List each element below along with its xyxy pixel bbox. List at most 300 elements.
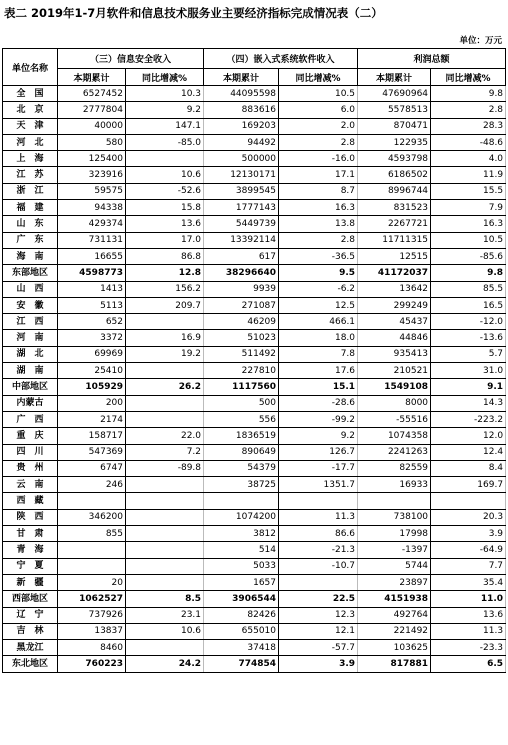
yoy-change-cell: 6.0 bbox=[279, 102, 358, 118]
table-row bbox=[3, 640, 506, 656]
cumulative-value-cell: 4593798 bbox=[358, 151, 431, 167]
yoy-change-cell: 466.1 bbox=[279, 314, 358, 330]
table-row bbox=[3, 346, 506, 362]
region-name-cell: 海 南 bbox=[3, 248, 58, 264]
yoy-change-cell bbox=[126, 411, 204, 427]
cumulative-value-cell: 122935 bbox=[358, 134, 431, 150]
yoy-change-cell: 11.9 bbox=[431, 167, 506, 183]
region-name-cell: 河 南 bbox=[3, 330, 58, 346]
cumulative-value-cell: 5449739 bbox=[204, 216, 279, 232]
table-row bbox=[3, 395, 506, 411]
cumulative-value-cell: 1413 bbox=[58, 281, 126, 297]
cumulative-value-cell: 346200 bbox=[58, 509, 126, 525]
yoy-change-cell: 12.3 bbox=[279, 607, 358, 623]
cumulative-value-cell: 40000 bbox=[58, 118, 126, 134]
table-row bbox=[3, 363, 506, 379]
cumulative-value-cell: 46209 bbox=[204, 314, 279, 330]
region-name-cell: 浙 江 bbox=[3, 183, 58, 199]
table-row bbox=[3, 86, 506, 102]
yoy-change-cell: 7.7 bbox=[431, 558, 506, 574]
table-row bbox=[3, 428, 506, 444]
yoy-change-cell: 147.1 bbox=[126, 118, 204, 134]
cumulative-value-cell: 20 bbox=[58, 574, 126, 590]
yoy-change-cell bbox=[126, 151, 204, 167]
yoy-change-cell: 11.3 bbox=[431, 623, 506, 639]
yoy-change-cell: 9.1 bbox=[431, 379, 506, 395]
yoy-change-cell: 22.0 bbox=[126, 428, 204, 444]
cumulative-value-cell: 514 bbox=[204, 542, 279, 558]
region-name-cell: 江 苏 bbox=[3, 167, 58, 183]
yoy-change-cell: -48.6 bbox=[431, 134, 506, 150]
yoy-change-cell bbox=[279, 493, 358, 509]
yoy-change-cell: 8.7 bbox=[279, 183, 358, 199]
table-row bbox=[3, 118, 506, 134]
table-row-subtotal bbox=[3, 591, 506, 607]
cumulative-value-cell: 1657 bbox=[204, 574, 279, 590]
cumulative-value-cell: 935413 bbox=[358, 346, 431, 362]
yoy-change-cell: -28.6 bbox=[279, 395, 358, 411]
yoy-change-cell: 4.0 bbox=[431, 151, 506, 167]
yoy-change-cell: 31.0 bbox=[431, 363, 506, 379]
data-table bbox=[2, 48, 506, 673]
region-name-cell: 中部地区 bbox=[3, 379, 58, 395]
group-header-embedded: （四）嵌入式系统软件收入 bbox=[204, 49, 358, 69]
cumulative-value-cell: 158717 bbox=[58, 428, 126, 444]
cumulative-value-cell: 2777804 bbox=[58, 102, 126, 118]
sub-header: 本期累计 bbox=[358, 69, 431, 86]
yoy-change-cell: 7.9 bbox=[431, 200, 506, 216]
table-title: 表二 2019年1-7月软件和信息技术服务业主要经济指标完成情况表（二） bbox=[4, 6, 383, 20]
cumulative-value-cell: 655010 bbox=[204, 623, 279, 639]
sub-header: 同比增减% bbox=[126, 69, 204, 86]
cumulative-value-cell: 44095598 bbox=[204, 86, 279, 102]
yoy-change-cell: 9.5 bbox=[279, 265, 358, 281]
cumulative-value-cell: 3812 bbox=[204, 526, 279, 542]
yoy-change-cell: 10.5 bbox=[279, 86, 358, 102]
yoy-change-cell: -85.6 bbox=[431, 248, 506, 264]
region-name-cell: 黑龙江 bbox=[3, 640, 58, 656]
yoy-change-cell: 9.2 bbox=[279, 428, 358, 444]
yoy-change-cell: 19.2 bbox=[126, 346, 204, 362]
cumulative-value-cell: 6747 bbox=[58, 460, 126, 476]
cumulative-value-cell: 12515 bbox=[358, 248, 431, 264]
table-row-subtotal bbox=[3, 265, 506, 281]
cumulative-value-cell: 94338 bbox=[58, 200, 126, 216]
cumulative-value-cell: 41172037 bbox=[358, 265, 431, 281]
table-body bbox=[3, 86, 506, 673]
cumulative-value-cell: 774854 bbox=[204, 656, 279, 672]
cumulative-value-cell: 69969 bbox=[58, 346, 126, 362]
cumulative-value-cell: 59575 bbox=[58, 183, 126, 199]
yoy-change-cell: 3.9 bbox=[279, 656, 358, 672]
yoy-change-cell: -57.7 bbox=[279, 640, 358, 656]
yoy-change-cell: 10.3 bbox=[126, 86, 204, 102]
yoy-change-cell: -23.3 bbox=[431, 640, 506, 656]
region-name-cell: 东部地区 bbox=[3, 265, 58, 281]
table-row bbox=[3, 281, 506, 297]
region-name-cell: 辽 宁 bbox=[3, 607, 58, 623]
yoy-change-cell: 9.8 bbox=[431, 86, 506, 102]
cumulative-value-cell: 652 bbox=[58, 314, 126, 330]
yoy-change-cell: 10.6 bbox=[126, 623, 204, 639]
cumulative-value-cell: 2174 bbox=[58, 411, 126, 427]
yoy-change-cell: 13.6 bbox=[126, 216, 204, 232]
yoy-change-cell: 13.8 bbox=[279, 216, 358, 232]
cumulative-value-cell: 16933 bbox=[358, 477, 431, 493]
yoy-change-cell: 6.5 bbox=[431, 656, 506, 672]
yoy-change-cell bbox=[126, 574, 204, 590]
yoy-change-cell: 15.1 bbox=[279, 379, 358, 395]
region-name-cell: 四 川 bbox=[3, 444, 58, 460]
cumulative-value-cell: 2241263 bbox=[358, 444, 431, 460]
cumulative-value-cell: 221492 bbox=[358, 623, 431, 639]
cumulative-value-cell: 38725 bbox=[204, 477, 279, 493]
yoy-change-cell: 9.2 bbox=[126, 102, 204, 118]
table-row bbox=[3, 330, 506, 346]
cumulative-value-cell: 492764 bbox=[358, 607, 431, 623]
yoy-change-cell: 24.2 bbox=[126, 656, 204, 672]
cumulative-value-cell: 2267721 bbox=[358, 216, 431, 232]
table-row bbox=[3, 558, 506, 574]
yoy-change-cell: -85.0 bbox=[126, 134, 204, 150]
region-name-cell: 天 津 bbox=[3, 118, 58, 134]
cumulative-value-cell: 500000 bbox=[204, 151, 279, 167]
table-row bbox=[3, 542, 506, 558]
cumulative-value-cell: 738100 bbox=[358, 509, 431, 525]
cumulative-value-cell: 556 bbox=[204, 411, 279, 427]
cumulative-value-cell: 105929 bbox=[58, 379, 126, 395]
yoy-change-cell: 8.4 bbox=[431, 460, 506, 476]
cumulative-value-cell: 9939 bbox=[204, 281, 279, 297]
cumulative-value-cell: 54379 bbox=[204, 460, 279, 476]
cumulative-value-cell: 760223 bbox=[58, 656, 126, 672]
yoy-change-cell: 2.8 bbox=[279, 134, 358, 150]
cumulative-value-cell bbox=[204, 493, 279, 509]
yoy-change-cell bbox=[126, 363, 204, 379]
cumulative-value-cell bbox=[58, 493, 126, 509]
cumulative-value-cell bbox=[58, 542, 126, 558]
yoy-change-cell: 22.5 bbox=[279, 591, 358, 607]
region-name-cell: 湖 北 bbox=[3, 346, 58, 362]
yoy-change-cell: 35.4 bbox=[431, 574, 506, 590]
yoy-change-cell: 20.3 bbox=[431, 509, 506, 525]
cumulative-value-cell: 429374 bbox=[58, 216, 126, 232]
cumulative-value-cell: 12130171 bbox=[204, 167, 279, 183]
yoy-change-cell: 156.2 bbox=[126, 281, 204, 297]
sub-header: 本期累计 bbox=[58, 69, 126, 86]
yoy-change-cell: 17.1 bbox=[279, 167, 358, 183]
table-row bbox=[3, 460, 506, 476]
cumulative-value-cell: 617 bbox=[204, 248, 279, 264]
region-name-cell: 北 京 bbox=[3, 102, 58, 118]
yoy-change-cell bbox=[126, 558, 204, 574]
table-row bbox=[3, 314, 506, 330]
group-header-profit: 利润总额 bbox=[358, 49, 506, 69]
table-row bbox=[3, 444, 506, 460]
cumulative-value-cell: 103625 bbox=[358, 640, 431, 656]
region-column-header: 单位名称 bbox=[3, 49, 58, 86]
cumulative-value-cell: 3899545 bbox=[204, 183, 279, 199]
yoy-change-cell bbox=[126, 493, 204, 509]
region-name-cell: 青 海 bbox=[3, 542, 58, 558]
table-row bbox=[3, 297, 506, 313]
cumulative-value-cell: 38296640 bbox=[204, 265, 279, 281]
cumulative-value-cell: 5113 bbox=[58, 297, 126, 313]
region-name-cell: 山 西 bbox=[3, 281, 58, 297]
yoy-change-cell: -16.0 bbox=[279, 151, 358, 167]
yoy-change-cell: 12.1 bbox=[279, 623, 358, 639]
yoy-change-cell: 2.0 bbox=[279, 118, 358, 134]
yoy-change-cell: 3.9 bbox=[431, 526, 506, 542]
yoy-change-cell: 126.7 bbox=[279, 444, 358, 460]
cumulative-value-cell: 855 bbox=[58, 526, 126, 542]
yoy-change-cell: 17.6 bbox=[279, 363, 358, 379]
table-row bbox=[3, 526, 506, 542]
cumulative-value-cell: 17998 bbox=[358, 526, 431, 542]
cumulative-value-cell: 883616 bbox=[204, 102, 279, 118]
yoy-change-cell: -99.2 bbox=[279, 411, 358, 427]
yoy-change-cell: 16.5 bbox=[431, 297, 506, 313]
cumulative-value-cell: 94492 bbox=[204, 134, 279, 150]
cumulative-value-cell: 8996744 bbox=[358, 183, 431, 199]
yoy-change-cell: -64.9 bbox=[431, 542, 506, 558]
yoy-change-cell: 11.3 bbox=[279, 509, 358, 525]
table-row-subtotal bbox=[3, 656, 506, 672]
table-row-subtotal bbox=[3, 379, 506, 395]
region-name-cell: 广 东 bbox=[3, 232, 58, 248]
yoy-change-cell: 209.7 bbox=[126, 297, 204, 313]
region-name-cell: 广 西 bbox=[3, 411, 58, 427]
cumulative-value-cell: 200 bbox=[58, 395, 126, 411]
cumulative-value-cell: 1074200 bbox=[204, 509, 279, 525]
cumulative-value-cell: 44846 bbox=[358, 330, 431, 346]
table-row bbox=[3, 167, 506, 183]
region-name-cell: 贵 州 bbox=[3, 460, 58, 476]
yoy-change-cell: -6.2 bbox=[279, 281, 358, 297]
table-row bbox=[3, 248, 506, 264]
yoy-change-cell bbox=[126, 314, 204, 330]
table-row bbox=[3, 102, 506, 118]
cumulative-value-cell: 580 bbox=[58, 134, 126, 150]
cumulative-value-cell: 511492 bbox=[204, 346, 279, 362]
yoy-change-cell: 7.2 bbox=[126, 444, 204, 460]
yoy-change-cell: 86.8 bbox=[126, 248, 204, 264]
region-name-cell: 安 徽 bbox=[3, 297, 58, 313]
region-name-cell: 重 庆 bbox=[3, 428, 58, 444]
cumulative-value-cell: 4151938 bbox=[358, 591, 431, 607]
cumulative-value-cell: 47690964 bbox=[358, 86, 431, 102]
cumulative-value-cell: 13642 bbox=[358, 281, 431, 297]
cumulative-value-cell: 246 bbox=[58, 477, 126, 493]
table-row bbox=[3, 183, 506, 199]
yoy-change-cell: 23.1 bbox=[126, 607, 204, 623]
cumulative-value-cell: 870471 bbox=[358, 118, 431, 134]
cumulative-value-cell: 5578513 bbox=[358, 102, 431, 118]
yoy-change-cell: 12.8 bbox=[126, 265, 204, 281]
region-name-cell: 吉 林 bbox=[3, 623, 58, 639]
table-row bbox=[3, 200, 506, 216]
cumulative-value-cell: 37418 bbox=[204, 640, 279, 656]
cumulative-value-cell bbox=[58, 558, 126, 574]
cumulative-value-cell: 737926 bbox=[58, 607, 126, 623]
yoy-change-cell: 26.2 bbox=[126, 379, 204, 395]
region-name-cell: 内蒙古 bbox=[3, 395, 58, 411]
yoy-change-cell bbox=[431, 493, 506, 509]
yoy-change-cell bbox=[126, 395, 204, 411]
region-name-cell: 河 北 bbox=[3, 134, 58, 150]
yoy-change-cell: -52.6 bbox=[126, 183, 204, 199]
region-name-cell: 新 疆 bbox=[3, 574, 58, 590]
cumulative-value-cell: 500 bbox=[204, 395, 279, 411]
cumulative-value-cell: 1117560 bbox=[204, 379, 279, 395]
cumulative-value-cell: 547369 bbox=[58, 444, 126, 460]
yoy-change-cell bbox=[279, 574, 358, 590]
cumulative-value-cell: 890649 bbox=[204, 444, 279, 460]
yoy-change-cell: 86.6 bbox=[279, 526, 358, 542]
yoy-change-cell: 169.7 bbox=[431, 477, 506, 493]
yoy-change-cell: 9.8 bbox=[431, 265, 506, 281]
table-row bbox=[3, 574, 506, 590]
yoy-change-cell: 11.0 bbox=[431, 591, 506, 607]
cumulative-value-cell: 271087 bbox=[204, 297, 279, 313]
region-name-cell: 山 东 bbox=[3, 216, 58, 232]
yoy-change-cell: 2.8 bbox=[279, 232, 358, 248]
cumulative-value-cell: 82426 bbox=[204, 607, 279, 623]
yoy-change-cell: 7.8 bbox=[279, 346, 358, 362]
yoy-change-cell: 8.5 bbox=[126, 591, 204, 607]
yoy-change-cell: 14.3 bbox=[431, 395, 506, 411]
cumulative-value-cell: -1397 bbox=[358, 542, 431, 558]
group-header-security: （三）信息安全收入 bbox=[58, 49, 204, 69]
region-name-cell: 上 海 bbox=[3, 151, 58, 167]
cumulative-value-cell: 1549108 bbox=[358, 379, 431, 395]
region-name-cell: 陕 西 bbox=[3, 509, 58, 525]
yoy-change-cell: 10.5 bbox=[431, 232, 506, 248]
cumulative-value-cell: 3372 bbox=[58, 330, 126, 346]
cumulative-value-cell: 45437 bbox=[358, 314, 431, 330]
cumulative-value-cell: 1836519 bbox=[204, 428, 279, 444]
cumulative-value-cell: 227810 bbox=[204, 363, 279, 379]
cumulative-value-cell: 16655 bbox=[58, 248, 126, 264]
unit-label: 单位：万元 bbox=[459, 36, 502, 46]
cumulative-value-cell: 1777143 bbox=[204, 200, 279, 216]
yoy-change-cell: 12.5 bbox=[279, 297, 358, 313]
cumulative-value-cell: 1062527 bbox=[58, 591, 126, 607]
cumulative-value-cell: 82559 bbox=[358, 460, 431, 476]
table-row bbox=[3, 493, 506, 509]
cumulative-value-cell: 25410 bbox=[58, 363, 126, 379]
yoy-change-cell: 5.7 bbox=[431, 346, 506, 362]
cumulative-value-cell: 8000 bbox=[358, 395, 431, 411]
yoy-change-cell: -13.6 bbox=[431, 330, 506, 346]
cumulative-value-cell: 51023 bbox=[204, 330, 279, 346]
yoy-change-cell: 17.0 bbox=[126, 232, 204, 248]
region-name-cell: 宁 夏 bbox=[3, 558, 58, 574]
region-name-cell: 西 藏 bbox=[3, 493, 58, 509]
table-row bbox=[3, 216, 506, 232]
cumulative-value-cell: 1074358 bbox=[358, 428, 431, 444]
cumulative-value-cell: 323916 bbox=[58, 167, 126, 183]
cumulative-value-cell: 6186502 bbox=[358, 167, 431, 183]
yoy-change-cell: 13.6 bbox=[431, 607, 506, 623]
yoy-change-cell: 28.3 bbox=[431, 118, 506, 134]
cumulative-value-cell: 831523 bbox=[358, 200, 431, 216]
sub-header: 同比增减% bbox=[431, 69, 506, 86]
cumulative-value-cell: 13837 bbox=[58, 623, 126, 639]
cumulative-value-cell: 299249 bbox=[358, 297, 431, 313]
yoy-change-cell bbox=[126, 640, 204, 656]
cumulative-value-cell: 4598773 bbox=[58, 265, 126, 281]
region-name-cell: 湖 南 bbox=[3, 363, 58, 379]
table-row bbox=[3, 151, 506, 167]
cumulative-value-cell: -55516 bbox=[358, 411, 431, 427]
yoy-change-cell: -223.2 bbox=[431, 411, 506, 427]
yoy-change-cell bbox=[126, 526, 204, 542]
yoy-change-cell: 15.5 bbox=[431, 183, 506, 199]
table-row bbox=[3, 509, 506, 525]
yoy-change-cell bbox=[126, 477, 204, 493]
yoy-change-cell: 16.3 bbox=[279, 200, 358, 216]
yoy-change-cell: -10.7 bbox=[279, 558, 358, 574]
cumulative-value-cell bbox=[358, 493, 431, 509]
yoy-change-cell bbox=[126, 509, 204, 525]
cumulative-value-cell: 5033 bbox=[204, 558, 279, 574]
yoy-change-cell: 2.8 bbox=[431, 102, 506, 118]
region-name-cell: 全 国 bbox=[3, 86, 58, 102]
yoy-change-cell: 1351.7 bbox=[279, 477, 358, 493]
yoy-change-cell: 12.0 bbox=[431, 428, 506, 444]
region-name-cell: 东北地区 bbox=[3, 656, 58, 672]
cumulative-value-cell: 731131 bbox=[58, 232, 126, 248]
yoy-change-cell: 15.8 bbox=[126, 200, 204, 216]
table-row bbox=[3, 411, 506, 427]
sub-header: 同比增减% bbox=[279, 69, 358, 86]
yoy-change-cell bbox=[126, 542, 204, 558]
cumulative-value-cell: 5744 bbox=[358, 558, 431, 574]
cumulative-value-cell: 23897 bbox=[358, 574, 431, 590]
table-row bbox=[3, 134, 506, 150]
yoy-change-cell: 12.4 bbox=[431, 444, 506, 460]
table-row bbox=[3, 232, 506, 248]
region-name-cell: 甘 肃 bbox=[3, 526, 58, 542]
cumulative-value-cell: 169203 bbox=[204, 118, 279, 134]
yoy-change-cell: 18.0 bbox=[279, 330, 358, 346]
cumulative-value-cell: 125400 bbox=[58, 151, 126, 167]
cumulative-value-cell: 11711315 bbox=[358, 232, 431, 248]
table-row bbox=[3, 477, 506, 493]
yoy-change-cell: 85.5 bbox=[431, 281, 506, 297]
cumulative-value-cell: 8460 bbox=[58, 640, 126, 656]
table-row bbox=[3, 623, 506, 639]
region-name-cell: 云 南 bbox=[3, 477, 58, 493]
cumulative-value-cell: 3906544 bbox=[204, 591, 279, 607]
yoy-change-cell: 16.3 bbox=[431, 216, 506, 232]
yoy-change-cell: 16.9 bbox=[126, 330, 204, 346]
yoy-change-cell: -36.5 bbox=[279, 248, 358, 264]
yoy-change-cell: -89.8 bbox=[126, 460, 204, 476]
region-name-cell: 西部地区 bbox=[3, 591, 58, 607]
sub-header: 本期累计 bbox=[204, 69, 279, 86]
yoy-change-cell: 10.6 bbox=[126, 167, 204, 183]
cumulative-value-cell: 210521 bbox=[358, 363, 431, 379]
yoy-change-cell: -21.3 bbox=[279, 542, 358, 558]
cumulative-value-cell: 6527452 bbox=[58, 86, 126, 102]
cumulative-value-cell: 817881 bbox=[358, 656, 431, 672]
yoy-change-cell: -17.7 bbox=[279, 460, 358, 476]
cumulative-value-cell: 13392114 bbox=[204, 232, 279, 248]
yoy-change-cell: -12.0 bbox=[431, 314, 506, 330]
region-name-cell: 江 西 bbox=[3, 314, 58, 330]
